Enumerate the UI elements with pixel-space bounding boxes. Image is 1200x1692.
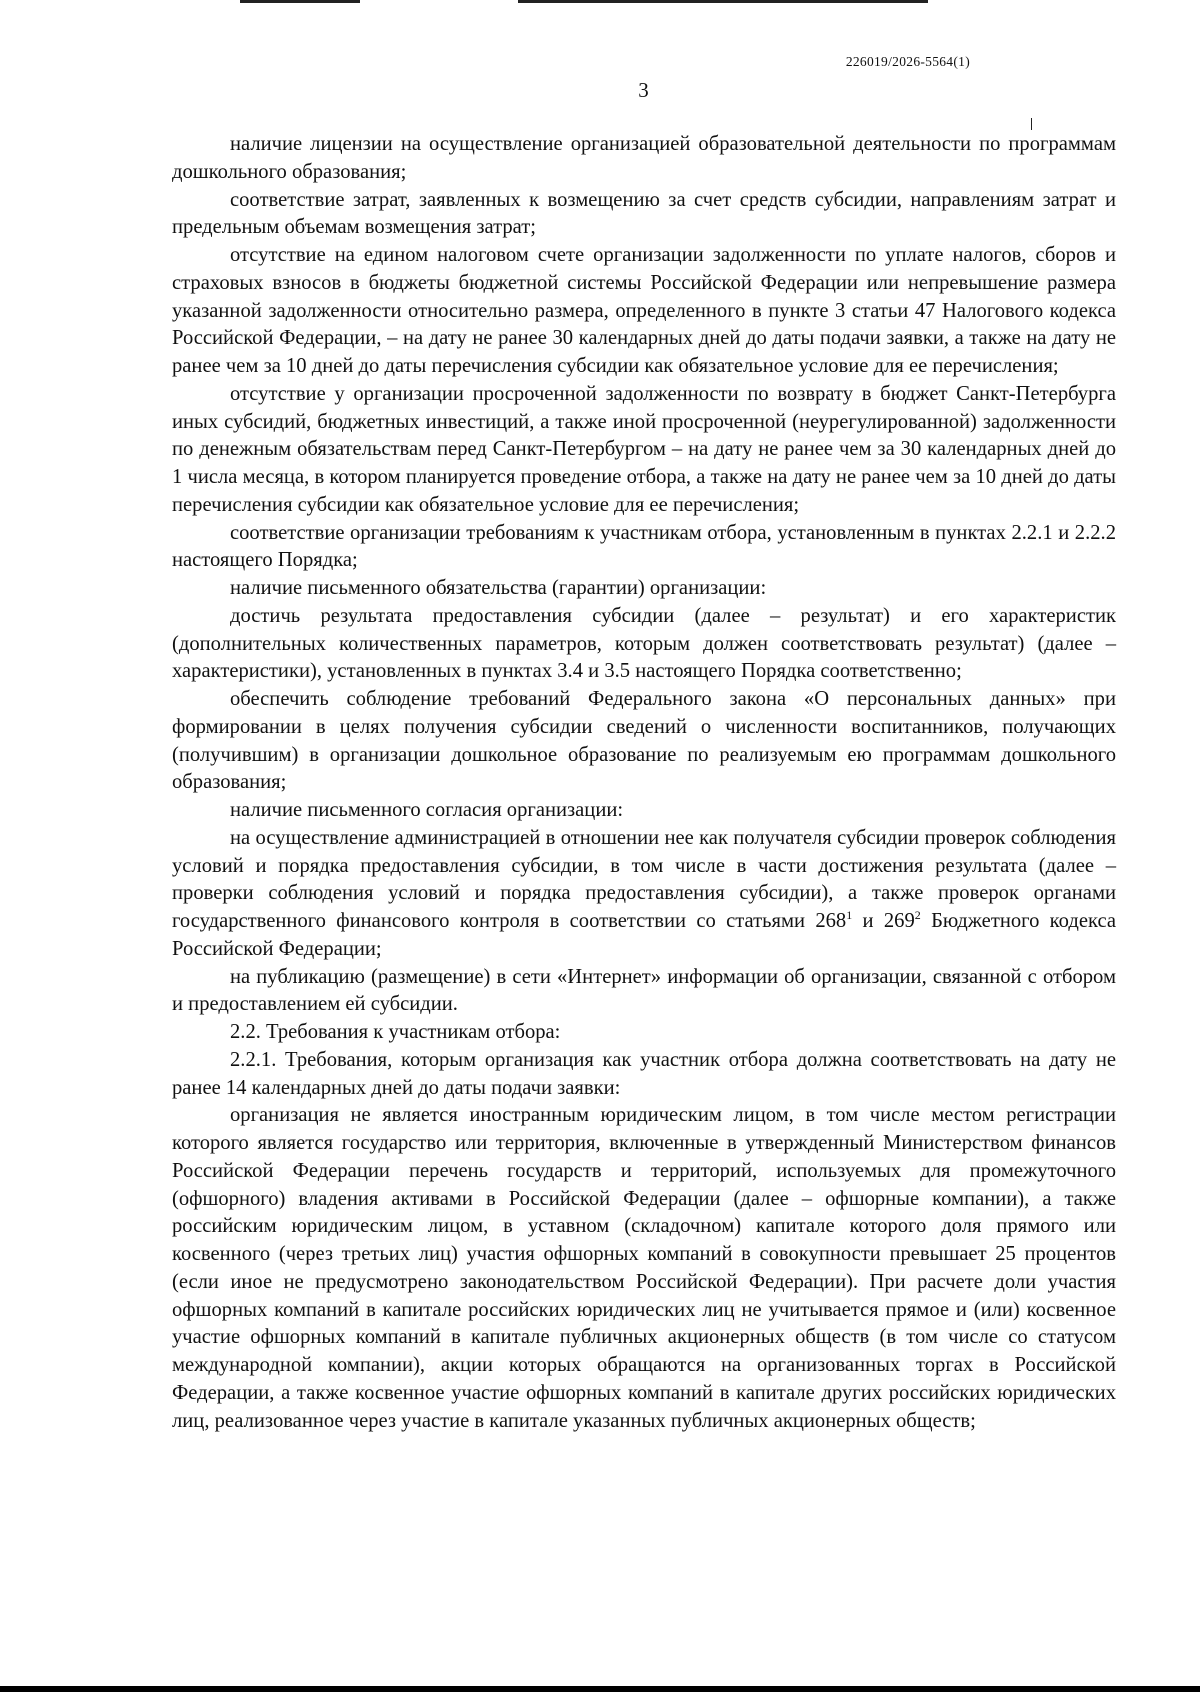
paragraph: отсутствие на едином налоговом счете организации задолженности по уплате налогов, сборов и страховых взносов в бюджеты бюджетной системы Российской Федерации или непревышение размера указанной задолженности относительно размера, определенного в пункте 3 статьи 47 Налогового кодекса Российской Федерации, – на дату не ранее 30 календарных дней до даты подачи заявки, а также на дату не ранее чем за 10 дней до даты перечисления субсидии как обязательное условие для ее перечисления; [172,244,1116,377]
paragraph: отсутствие у организации просроченной задолженности по возврату в бюджет Санкт-Петербурга иных субсидий, бюджетных инвестиций, а также иной просроченной (неурегулированной) задолженности по денежным обязательствам перед Санкт-Петербургом – на дату не ранее чем за 30 календарных дней до 1 числа месяца, в котором планируется проведение отбора, а также на дату не ранее чем за 10 дней до даты перечисления субсидии как обязательное условие для ее перечисления; [172,382,1116,516]
paragraph: наличие письменного согласия организации: [230,799,624,821]
paragraph: наличие письменного обязательства (гарантии) организации: [230,577,767,599]
top-scan-rule [240,0,360,3]
document-number: 226019/2026-5564(1) [845,54,970,69]
section-heading: 2.2. Требования к участникам отбора: [230,1021,561,1043]
bottom-scan-rule [0,1686,1200,1692]
paragraph: 2.2.1. Требования, которым организация как участник отбора должна соответствовать на дату не ранее 14 календарных дней до даты подачи заявки: [172,1048,1116,1099]
paragraph: соответствие затрат, заявленных к возмещению за счет средств субсидии, направлениям затрат и предельным объемам возмещения затрат; [172,188,1116,239]
paragraph: обеспечить соблюдение требований Федерального закона «О персональных данных» при формировании в целях получения субсидии сведений о численности воспитанников, получающих (получившим) в организации дошкольное образование по реализуемым ею программам дошкольного образования; [172,688,1116,794]
superscript: 1 [846,908,853,922]
paragraph: соответствие организации требованиям к участникам отбора, установленным в пунктах 2.2.1 и 2.2.2 настоящего Порядка; [172,521,1116,572]
page-number: 3 [638,78,649,102]
paragraph-with-footnote-refs [172,825,1116,964]
paragraph-text: и 269 [852,910,915,932]
superscript: 2 [914,908,921,922]
paragraph: наличие лицензии на осуществление организацией образовательной деятельности по программам дошкольного образования; [172,133,1116,183]
document-body [172,131,1116,1435]
paragraph-text: на осуществление администрацией в отношении нее как получателя субсидии проверок соблюдения условий и порядка предоставления субсидии, в том числе в части достижения результата (далее – проверки соблюдения условий и порядка предоставления субсидии), а также проверок органами государственного финансового контроля в соответствии со статьями 268 [172,826,1116,932]
paragraph-text: Бюджетного кодекса Российской Федерации; [172,910,1116,960]
paragraph: на публикацию (размещение) в сети «Интернет» информации об организации, связанной с отбором и предоставлением ей субсидии. [172,965,1116,1016]
margin-mark [1031,118,1032,130]
paragraph: достичь результата предоставления субсидии (далее – результат) и его характеристик (дополнительных количественных параметров, которым должен соответствовать результат) (далее – характеристики), установленных в пунктах 3.4 и 3.5 настоящего Порядка соответственно; [172,604,1116,683]
top-scan-rule [518,0,928,3]
paragraph: организация не является иностранным юридическим лицом, в том числе местом регистрации которого является государство или территория, включенные в утвержденный Министерством финансов Российской Федерации перечень государств и территорий, используемых для промежуточного (офшорного) владения активами в Российской Федерации (далее – офшорные компании), а также российским юридическим лицом, в уставном (складочном) капитале которого доля прямого или косвенного (через третьих лиц) участия офшорных компаний в совокупности превышает 25 процентов (если иное не предусмотрено законодательством Российской Федерации). При расчете доли участия офшорных компаний в капитале российских юридических лиц не учитывается прямое и (или) косвенное участие офшорных компаний в капитале публичных акционерных обществ (в том числе со статусом международной компании), акции которых обращаются на организованных торгах в Российской Федерации, а также косвенное участие офшорных компаний в капитале других российских юридических лиц, реализованное через участие в капитале указанных публичных акционерных обществ; [172,1104,1116,1432]
